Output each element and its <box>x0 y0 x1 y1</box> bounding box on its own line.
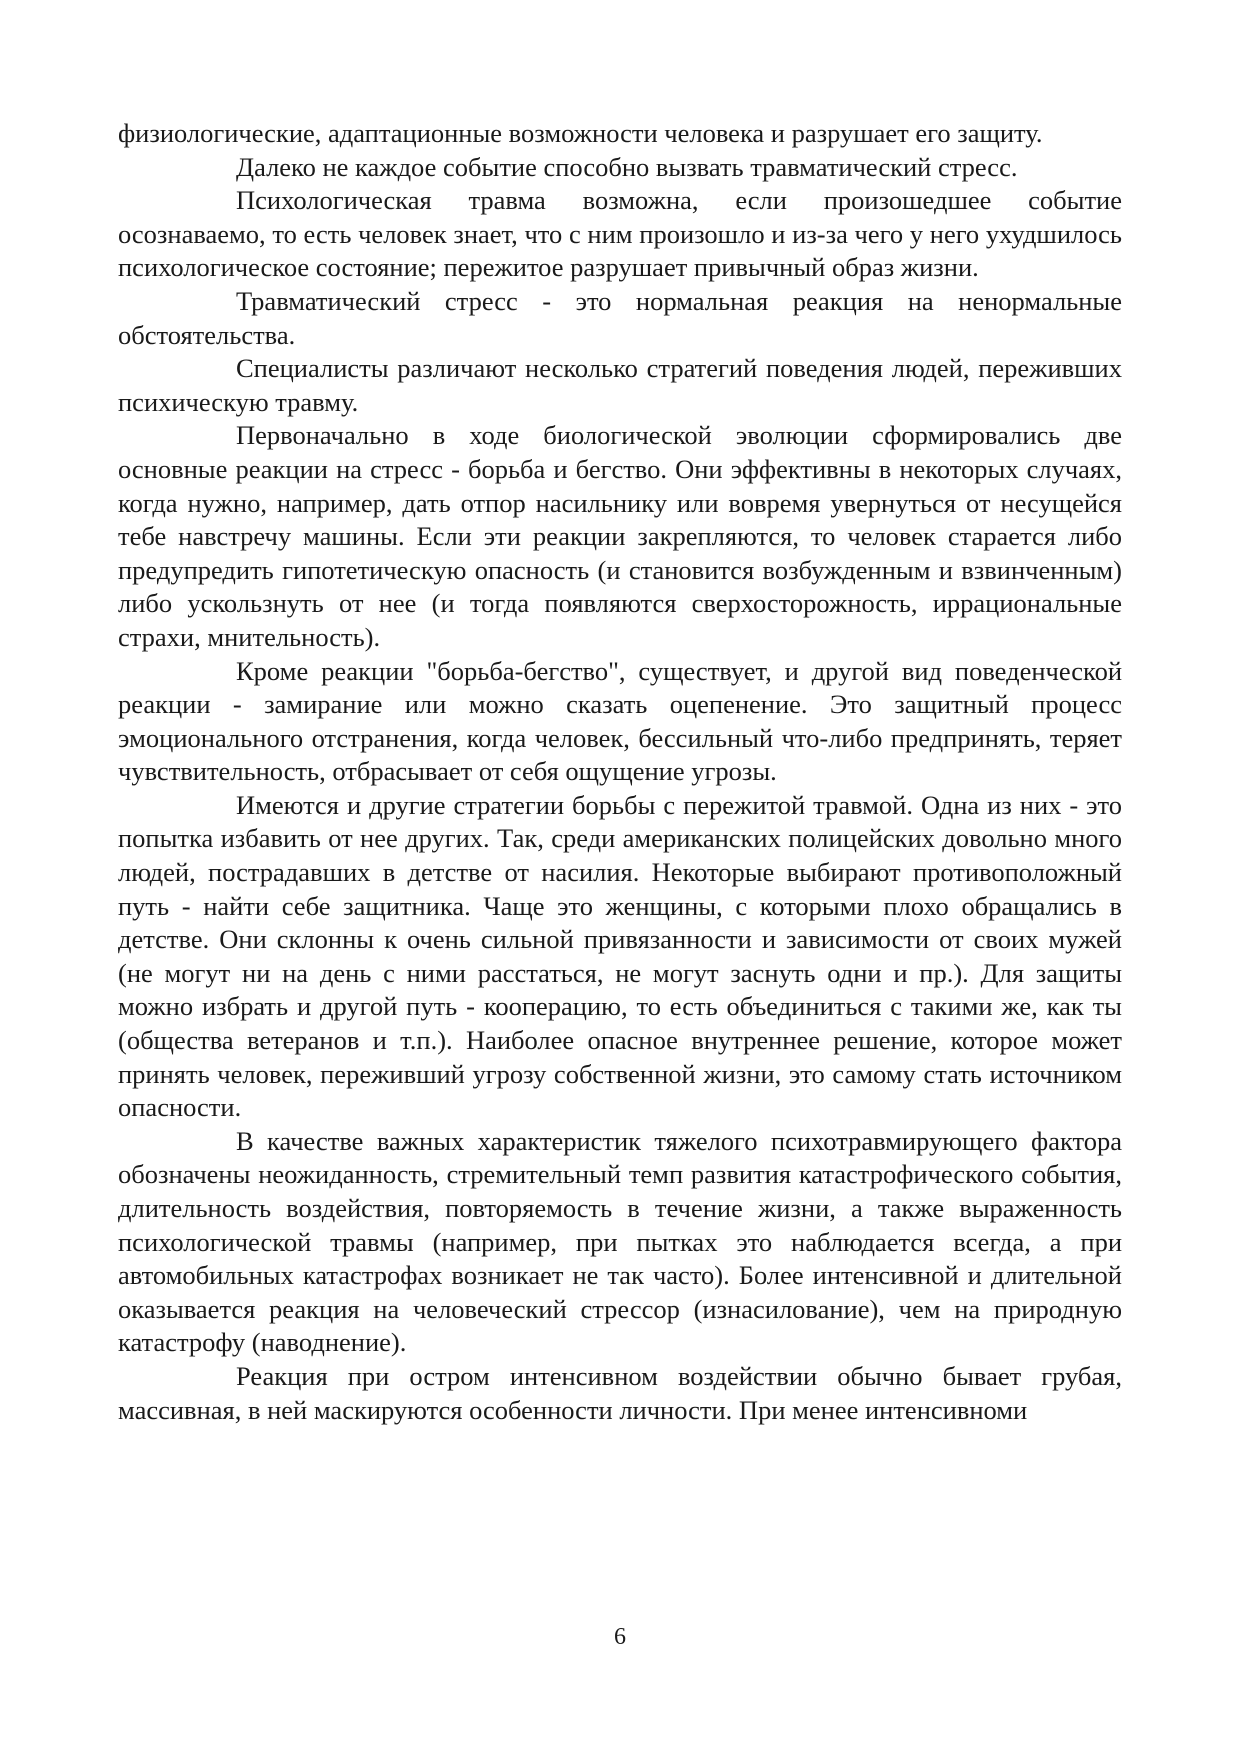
paragraph: Психологическая травма возможна, если произошедшее событие осознаваемо, то есть человек знает, что с ним произошло и из-за чего у него ухудшилось психологическое состояние; пережитое разрушает привычный образ жизни. <box>118 185 1122 283</box>
paragraph: Травматический стресс - это нормальная реакция на ненормальные обстоятельства. <box>118 285 1122 350</box>
paragraph: Специалисты различают несколько стратегий поведения людей, переживших психическую травму. <box>118 353 1122 417</box>
paragraph: Далеко не каждое событие способно вызвать травматический стресс. <box>236 151 1018 182</box>
page-number: 6 <box>614 1624 626 1650</box>
body-text <box>118 117 1122 1427</box>
paragraph: Имеются и другие стратегии борьбы с пережитой травмой. Одна из них - это попытка избавить от нее других. Так, среди американских полицейских довольно много людей, пострадавших в детстве от насилия. Некоторые выбирают противоположный путь - найти себе защитника. Чаще это женщины, с которыми плохо обращались в детстве. Они склонны к очень сильной привязанности и зависимости от своих мужей (не могут ни на день с ними расстаться, не могут заснуть одни и пр.). Для защиты можно избрать и другой путь - кооперацию, то есть объединиться с такими же, как ты (общества ветеранов и т.п.). Наиболее опасное внутреннее решение, которое может принять человек, переживший угрозу собственной жизни, это самому стать источником опасности. <box>118 789 1122 1123</box>
paragraph: Реакция при остром интенсивном воздействии обычно бывает грубая, массивная, в ней маскируются особенности личности. При менее интенсивноми <box>118 1360 1122 1425</box>
paragraph-continuation: физиологические, адаптационные возможности человека и разрушает его защиту. <box>118 118 1043 148</box>
paragraph: Кроме реакции "борьба-бегство", существует, и другой вид поведенческой реакции - замирание или можно сказать оцепенение. Это защитный процесс эмоционального отстранения, когда человек, бессильный что-либо предпринять, теряет чувствительность, отбрасывает от себя ощущение угрозы. <box>118 655 1122 787</box>
paragraph: Первоначально в ходе биологической эволюции сформировались две основные реакции на стресс - борьба и бегство. Они эффективны в некоторых случаях, когда нужно, например, дать отпор насильнику или вовремя увернуться от несущейся тебе навстречу машины. Если эти реакции закрепляются, то человек старается либо предупредить гипотетическую опасность (и становится возбужденным и взвинченным) либо ускользнуть от нее (и тогда появляются сверхосторожность, иррациональные страхи, мнительность). <box>118 420 1122 652</box>
paragraph: В качестве важных характеристик тяжелого психотравмирующего фактора обозначены неожиданность, стремительный темп развития катастрофического события, длительность воздействия, повторяемость в течение жизни, а также выраженность психологической травмы (например, при пытках это наблюдается всегда, а при автомобильных катастрофах возникает не так часто). Более интенсивной и длительной оказывается реакция на человеческий стрессор (изнасилование), чем на природную катастрофу (наводнение). <box>118 1125 1122 1358</box>
